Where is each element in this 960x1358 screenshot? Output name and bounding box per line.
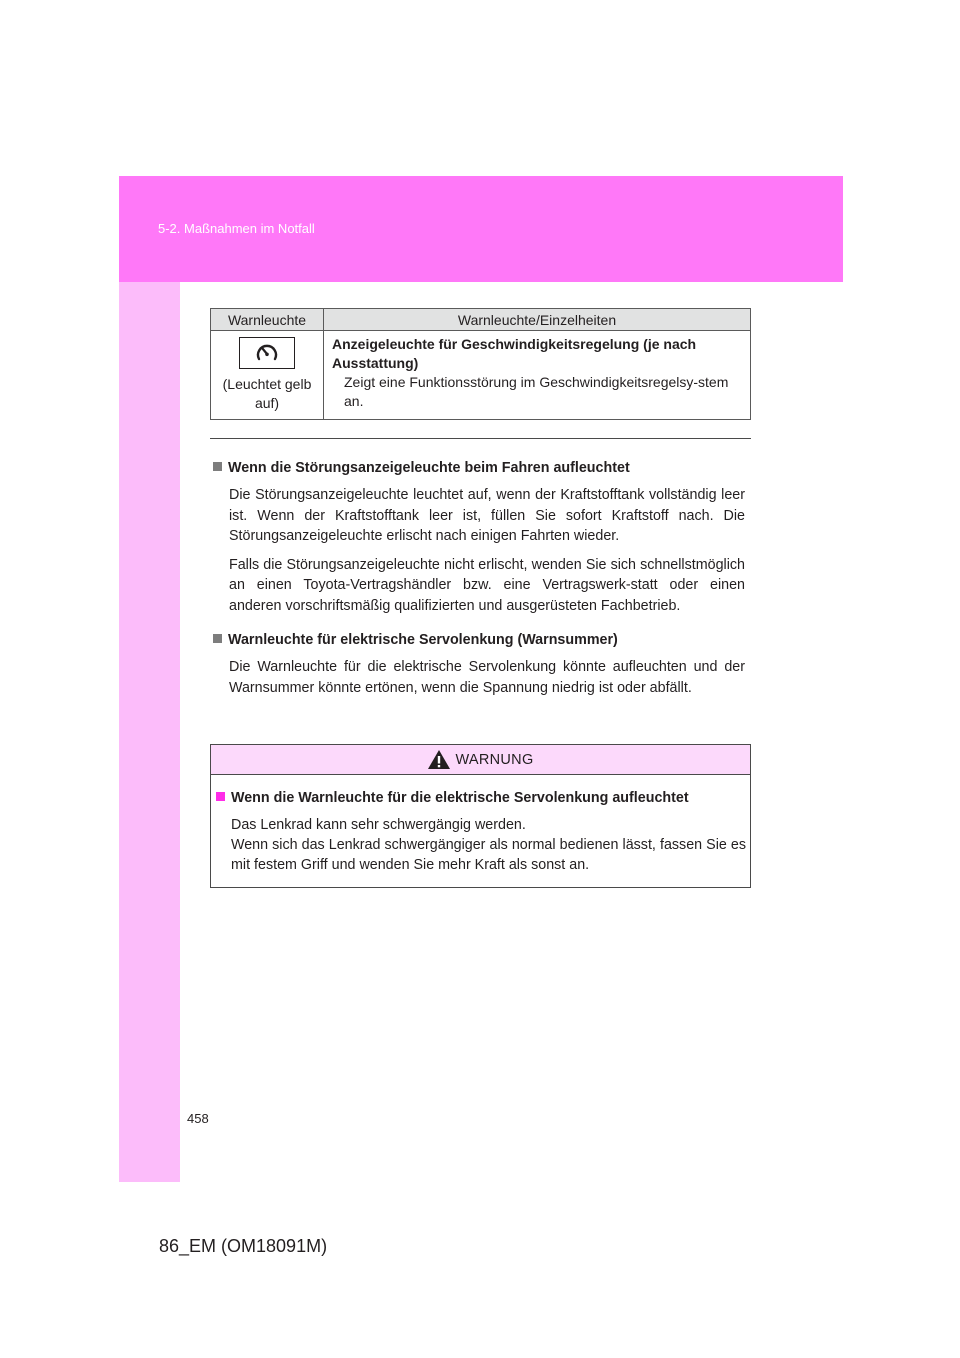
square-bullet-icon (216, 792, 225, 801)
document-code: 86_EM (OM18091M) (159, 1236, 328, 1256)
warning-body (216, 788, 746, 875)
cruise-control-warning-icon (239, 337, 295, 369)
table-row (211, 331, 751, 420)
section-power-steering (213, 630, 745, 698)
page-number: 458 (187, 1111, 209, 1126)
warning-box (210, 744, 751, 888)
detail-cell (324, 331, 751, 420)
column-header-warning-light: Warnleuchte (211, 309, 324, 331)
warning-triangle-icon (427, 749, 451, 770)
divider (210, 438, 751, 439)
icon-cell (211, 331, 324, 420)
warning-line: Das Lenkrad kann sehr schwergängig werden. (231, 817, 526, 833)
warning-heading: Wenn die Warnleuchte für die elektrische Servolenkung aufleuchtet (216, 788, 746, 808)
detail-title: Anzeigeleuchte für Geschwindigkeitsregelung (je nach Ausstattung) (332, 336, 697, 371)
side-strip (119, 176, 180, 1182)
warning-light-table (210, 308, 751, 420)
detail-text: Zeigt eine Funktionsstörung im Geschwindigkeitsregelsy-stem an. (344, 374, 729, 409)
section-heading: Warnleuchte für elektrische Servolenkung (Warnsummer) (213, 630, 745, 650)
section-heading: Wenn die Störungsanzeigeleuchte beim Fahren aufleuchtet (213, 458, 745, 478)
square-bullet-icon (213, 634, 222, 643)
warning-label: WARNUNG (455, 751, 534, 768)
icon-caption: (Leuchtet gelb auf) (222, 376, 312, 411)
column-header-details: Warnleuchte/Einzelheiten (324, 309, 751, 331)
paragraph: Die Warnleuchte für die elektrische Servolenkung könnte aufleuchten und der Warnsummer könnte ertönen, wenn die Spannung niedrig ist oder abfällt. (229, 659, 745, 696)
warning-line: Wenn sich das Lenkrad schwergängiger als normal bedienen lässt, fassen Sie es mit festem Griff und wenden Sie mehr Kraft als sonst an. (231, 837, 746, 873)
square-bullet-icon (213, 462, 222, 471)
section-fault-indicator (213, 458, 745, 616)
paragraph: Die Störungsanzeigeleuchte leuchtet auf, wenn der Kraftstofftank vollständig leer ist. Wenn der Kraftstofftank leer ist, füllen Sie sofort Kraftstoff nach. Die Störungsanzeigeleuchte erlischt nach einigen Fahrten wieder. (229, 487, 745, 544)
paragraph: Falls die Störungsanzeigeleuchte nicht erlischt, wenden Sie sich schnellstmöglich an einen Toyota-Vertragshändler bzw. eine Vertragswerk-statt oder einen anderen vorschriftsmäßig qualifizierten und ausgerüsteten Fachbetrieb. (229, 556, 745, 614)
section-title: 5-2. Maßnahmen im Notfall (158, 221, 315, 236)
warning-header (211, 745, 750, 775)
